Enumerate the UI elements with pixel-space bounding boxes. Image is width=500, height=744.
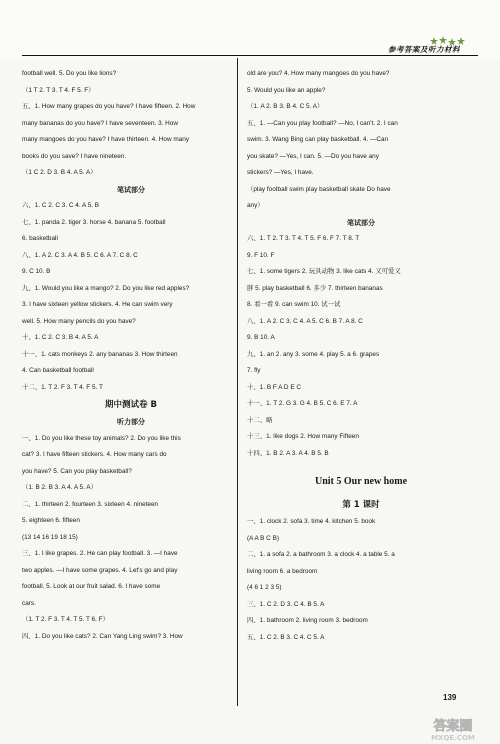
section-heading: 笔试部分 bbox=[117, 185, 145, 194]
answer-line: many bananas do you have? I have seventeen. 3. How bbox=[22, 119, 178, 127]
answer-line: 四、1. bathroom 2. living room 3. bedroom bbox=[247, 617, 368, 624]
answer-line: you have? 5. Can you play basketball? bbox=[22, 467, 132, 475]
answer-line: football well. 5. Do you like lions? bbox=[22, 70, 117, 77]
answer-line: books do you save? I have nineteen. bbox=[22, 152, 127, 160]
answer-line: 9. B 10. A bbox=[247, 334, 275, 341]
section-heading: 笔试部分 bbox=[347, 218, 375, 227]
answer-line: well. 5. How many pencils do you have? bbox=[22, 317, 136, 325]
answer-line: 二、1. thirteen 2. fourteen 3. sixteen 4. nineteen bbox=[22, 500, 159, 508]
test-title: 期中测试卷 B bbox=[105, 400, 157, 410]
answer-line: cat? 3. I have fifteen stickers. 4. How many cars do bbox=[22, 451, 167, 458]
left-column bbox=[22, 66, 240, 645]
header-title: 参考答案及听力材料 bbox=[388, 45, 460, 54]
answer-line: （1. B 2. B 3. A 4. A 5. A） bbox=[22, 484, 97, 491]
section-heading: 听力部分 bbox=[117, 418, 145, 426]
answer-line: 胖 5. play basketball 6. 多少 7. thirteen bananas bbox=[247, 284, 383, 292]
answer-line: （1 T 2. T 3. T 4. F 5. F） bbox=[22, 86, 95, 94]
answer-line: 三、1. C 2. D 3. C 4. B 5. A bbox=[247, 600, 325, 608]
answer-line: 九、1. an 2. any 3. some 4. play 5. a 6. grapes bbox=[247, 350, 380, 358]
answer-line: （1 C 2. D 3. B 4. A 5. A） bbox=[22, 169, 97, 176]
answer-line: 8. 看一看 9. can swim 10. 试一试 bbox=[247, 301, 341, 308]
answer-line: 十二、略 bbox=[247, 416, 273, 424]
header-rule bbox=[22, 55, 478, 56]
answer-line: 八、1. A 2. C 3. C 4. A 5. C 6. B 7. A 8. C bbox=[247, 317, 363, 325]
answer-line: 八、1. A 2. C 3. A 4. B 5. C 6. A 7. C 8. C bbox=[22, 251, 138, 259]
answer-line: (4 6 1 2 3 5) bbox=[247, 584, 282, 591]
answer-line: 四、1. Do you like cats? 2. Can Yang Ling swim? 3. How bbox=[22, 632, 183, 640]
watermark-logo-icon bbox=[410, 716, 496, 742]
answer-line: 十三、1. like dogs 2. How many Fifteen bbox=[247, 433, 359, 440]
answer-line: 9. C 10. B bbox=[22, 268, 51, 275]
answer-line: 十、1. C 2. C 3. B 4. A 5. A bbox=[22, 334, 99, 341]
answer-line: stickers? —Yes, I have. bbox=[247, 169, 314, 176]
answer-line: （1. T 2. F 3. T 4. T 5. T 6. F） bbox=[22, 616, 109, 623]
answer-line: 7. fly bbox=[247, 367, 261, 374]
answer-line: old are you? 4. How many mangoes do you have? bbox=[247, 70, 390, 77]
answer-line: 二、1. a sofa 2. a bathroom 3. a clock 4. a table 5. a bbox=[247, 551, 395, 558]
answer-line: two apples. —I have some grapes. 4. Let's go and play bbox=[22, 566, 178, 574]
answer-line: 十一、1. cats monkeys 2. any bananas 3. How thirteen bbox=[22, 350, 178, 358]
answer-line: 七、1. some tigers 2. 玩具动物 3. like cats 4. 又可爱又 bbox=[247, 268, 401, 275]
answer-line: 5. eighteen 6. fifteen bbox=[22, 517, 80, 524]
answer-line: living room 6. a bedroom bbox=[247, 567, 318, 575]
answer-line: 十、1. B F A D E C bbox=[247, 383, 301, 391]
answer-line: 十一、1. T 2. G 3. G 4. B 5. C 6. E 7. A bbox=[247, 400, 358, 407]
answer-line: 三、1. I like grapes. 2. He can play football. 3. —I have bbox=[22, 550, 178, 557]
answer-line: (A A B C B) bbox=[247, 534, 279, 542]
answer-line: 六、1. C 2. C 3. C 4. A 5. B bbox=[22, 202, 100, 209]
page-number: 139 bbox=[443, 693, 457, 702]
answer-line: (13 14 16 19 18 15) bbox=[22, 533, 78, 541]
answer-line: 5. Would you like an apple? bbox=[247, 86, 326, 94]
answer-line: 十二、1. T 2. F 3. T 4. F 5. T bbox=[22, 383, 103, 391]
answer-line: 一、1. clock 2. sofa 3. time 4. kitchen 5. book bbox=[247, 518, 376, 525]
answer-line: 五、1. —Can you play football? —No, I can't. 2. I can bbox=[247, 119, 398, 127]
answer-line: （1. A 2. B 3. B 4. C 5. A） bbox=[247, 103, 324, 110]
answer-line: 五、1. How many grapes do you have? I have fifteen. 2. How bbox=[22, 103, 196, 110]
answer-line: 六、1. T 2. T 3. T 4. T 5. F 6. F 7. T 8. T bbox=[247, 235, 360, 242]
answer-line: 9. F 10. F bbox=[247, 251, 275, 259]
answer-line: 七、1. panda 2. tiger 3. horse 4. banana 5. football bbox=[22, 218, 166, 226]
answer-line: 十四、1. B 2. A 3. A 4. B 5. B bbox=[247, 449, 329, 457]
answer-line: many mangoes do you have? I have thirteen. 4. How many bbox=[22, 136, 189, 143]
answer-line: 3. I have sixteen yellow stickers. 4. He can swim very bbox=[22, 301, 173, 308]
answer-line: 6. basketball bbox=[22, 235, 58, 242]
answer-line: 五、1. C 2. B 3. C 4. C 5. A bbox=[247, 633, 325, 641]
watermark-subtext: MXQE.COM bbox=[431, 734, 475, 742]
answer-line: you skate? —Yes, I can. 5. —Do you have any bbox=[247, 152, 379, 160]
answer-line: 一、1. Do you like these toy animals? 2. Do you like this bbox=[22, 434, 181, 442]
answer-line: （play football swim play basketball skate Do have bbox=[247, 185, 391, 193]
answer-line: football. 5. Look at our fruit salad. 6. I have some bbox=[22, 583, 161, 590]
answer-line: swim. 3. Wang Bing can play basketball. 4. —Can bbox=[247, 136, 389, 143]
answer-line: 九、1. Would you like a mango? 2. Do you like red apples? bbox=[22, 284, 190, 292]
unit-title: Unit 5 Our new home bbox=[314, 476, 408, 487]
test-title: 第 1 课时 bbox=[342, 500, 380, 510]
right-column bbox=[247, 66, 475, 646]
answer-line: 4. Can basketball football bbox=[22, 367, 94, 374]
answer-line: any） bbox=[247, 202, 264, 209]
answer-line: cars. bbox=[22, 599, 36, 607]
watermark-text: 答案圈 bbox=[433, 719, 473, 734]
